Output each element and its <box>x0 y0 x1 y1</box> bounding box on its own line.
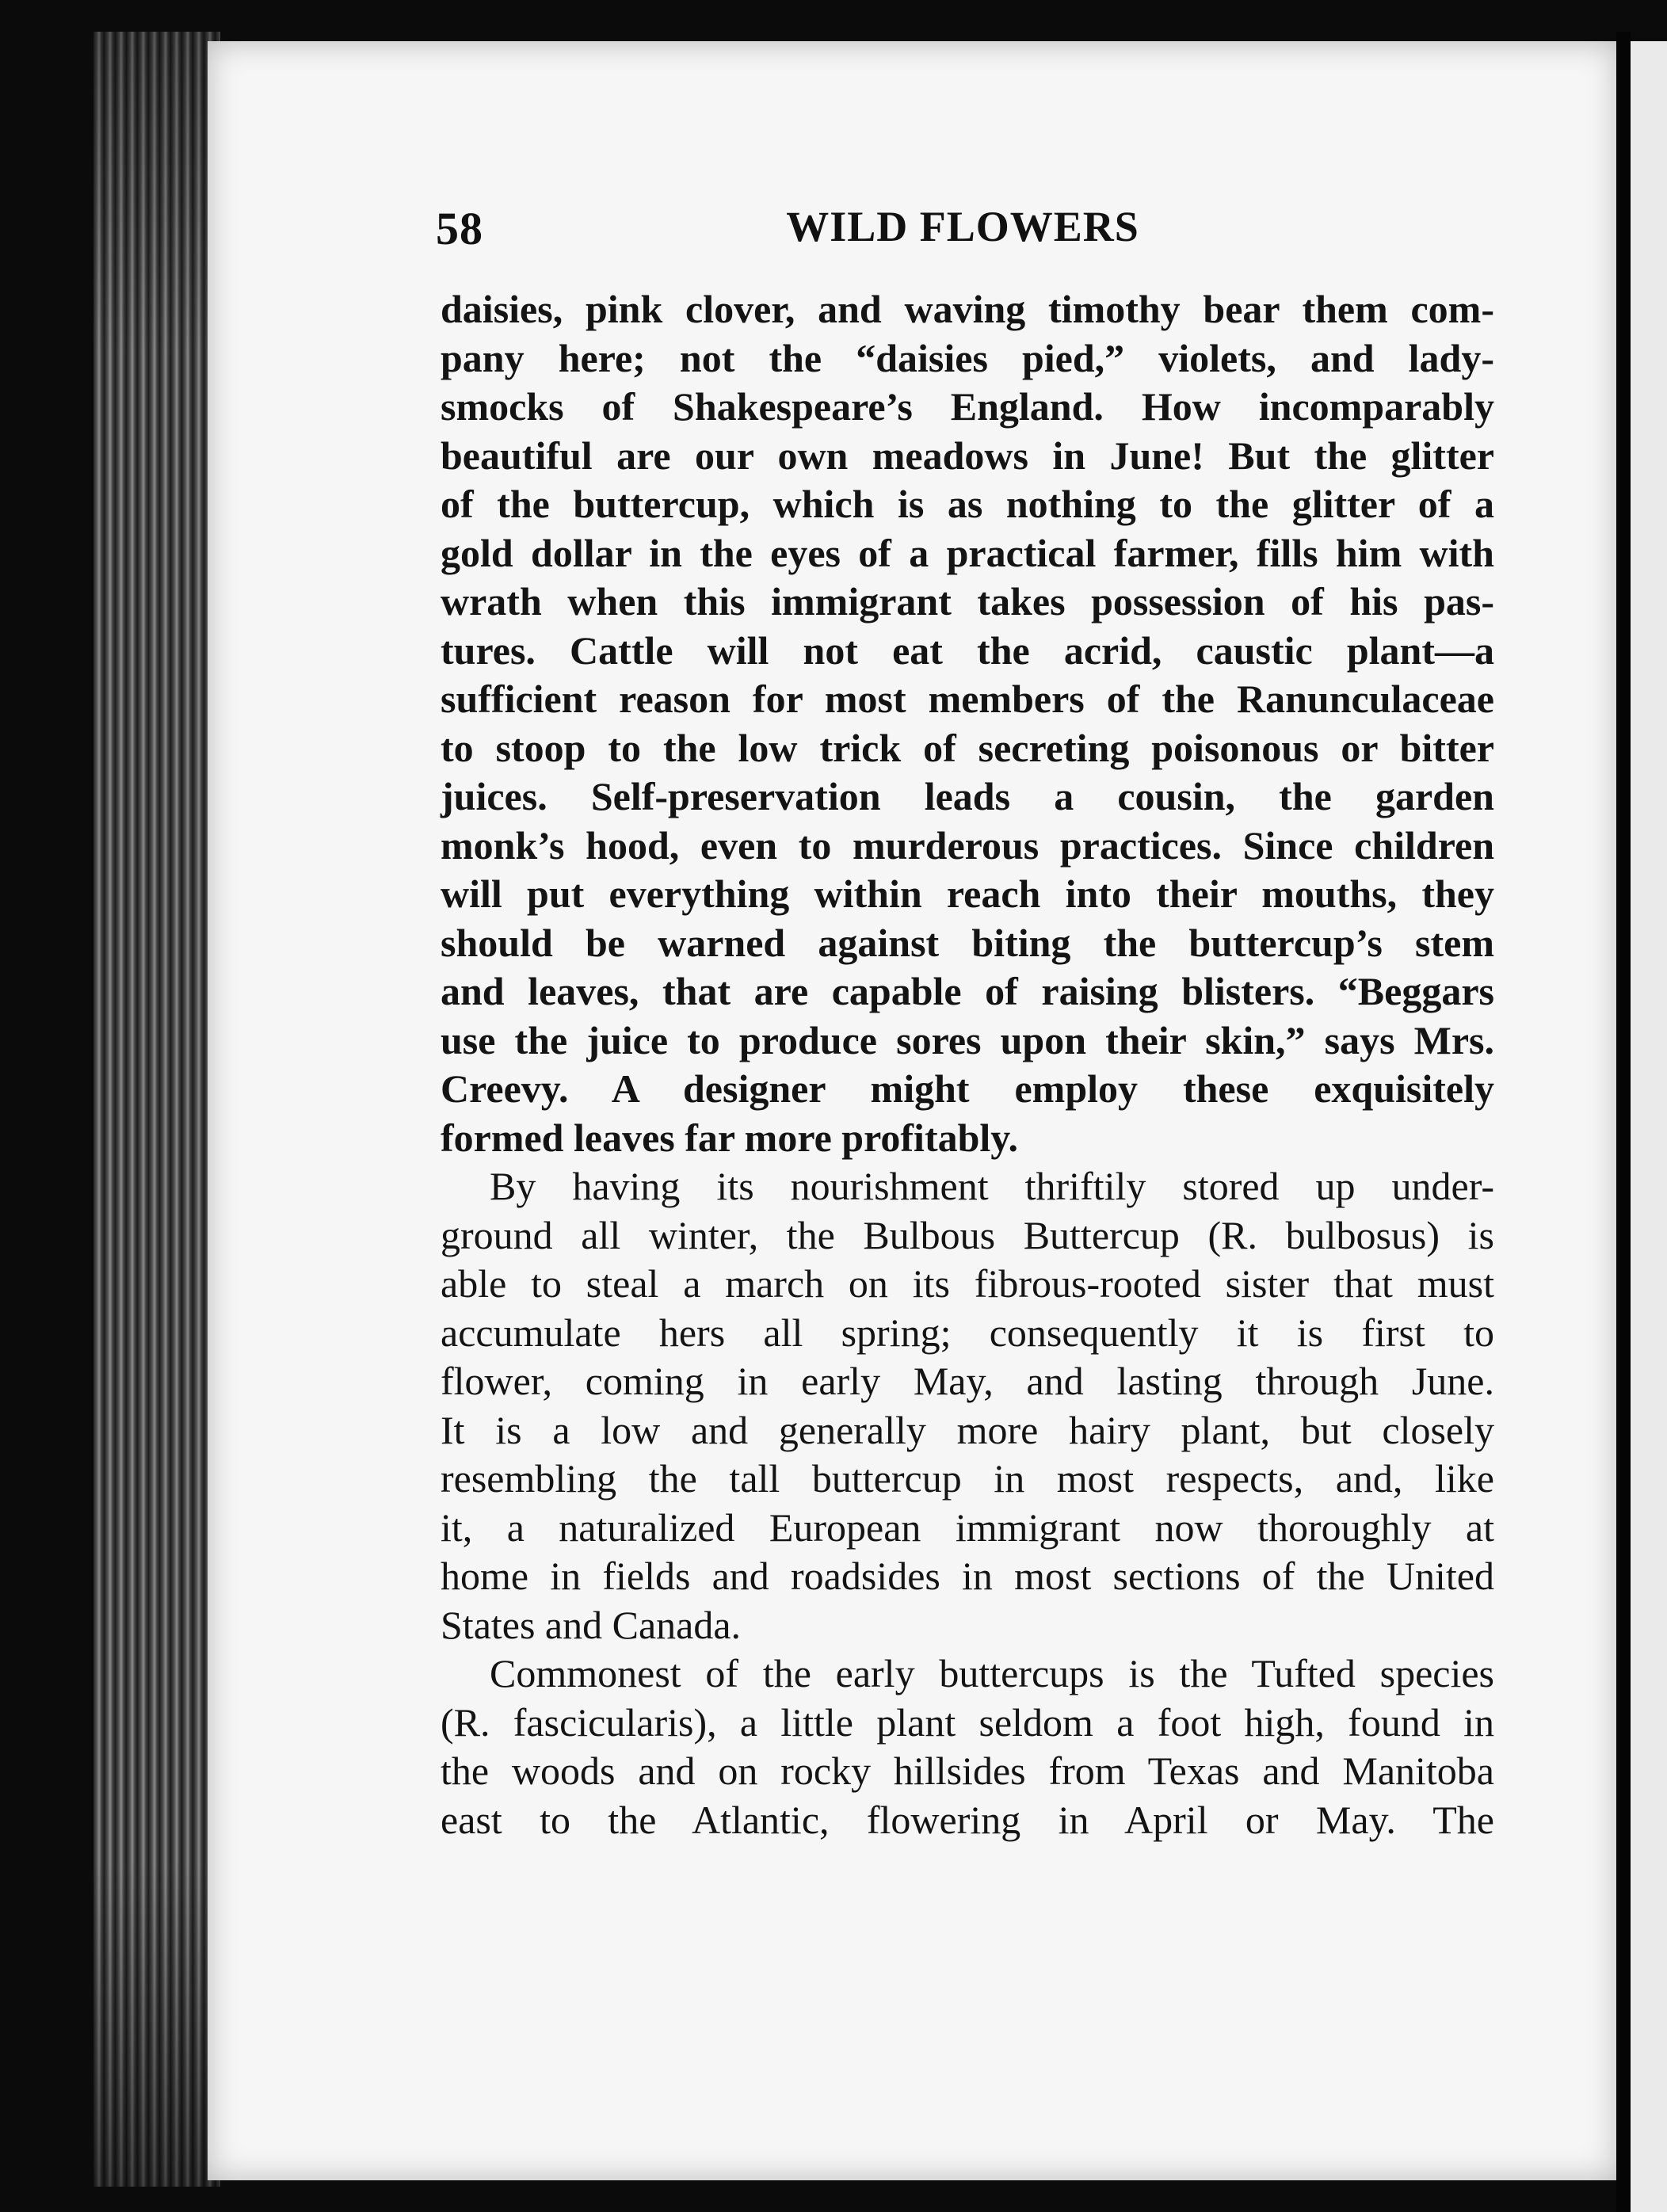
text-line: should be warned against biting the buttercup’s stem <box>441 920 1494 965</box>
body-text <box>441 285 1494 1844</box>
text-line: pany here; not the “daisies pied,” violets, and lady- <box>441 335 1494 380</box>
text-line: ground all winter, the Bulbous Buttercup (R. bulbosus) is <box>441 1212 1494 1257</box>
running-head <box>436 202 1490 273</box>
book-gutter <box>1616 32 1631 2212</box>
text-line: sufficient reason for most members of the Ranunculaceae <box>441 677 1494 721</box>
text-line: daisies, pink clover, and waving timothy bear them com- <box>441 287 1494 331</box>
text-line: States and Canada. <box>441 1602 742 1647</box>
text-line: gold dollar in the eyes of a practical farmer, fills him with <box>441 530 1494 575</box>
text-line: It is a low and generally more hairy plant, but closely <box>441 1407 1494 1452</box>
text-line: flower, coming in early May, and lasting through June. <box>441 1359 1494 1403</box>
text-line: of the buttercup, which is as nothing to the glitter of a <box>441 482 1494 526</box>
text-line: to stoop to the low trick of secreting poisonous or bitter <box>441 725 1494 770</box>
text-line: By having its nourishment thriftily stored up under- <box>490 1164 1494 1208</box>
text-line: beautiful are our own meadows in June! But the glitter <box>441 433 1494 478</box>
text-line: resembling the tall buttercup in most respects, and, like <box>441 1456 1494 1501</box>
text-line: smocks of Shakespeare’s England. How incomparably <box>441 384 1494 429</box>
text-line: use the juice to produce sores upon their skin,” says Mrs. <box>441 1017 1494 1062</box>
text-line: (R. fascicularis), a little plant seldom a foot high, found in <box>441 1699 1494 1745</box>
text-line: the woods and on rocky hillsides from Texas and Manitoba <box>441 1749 1494 1793</box>
page-number: 58 <box>436 203 483 254</box>
text-line: Creevy. A designer might employ these exquisitely <box>441 1066 1494 1111</box>
text-line: Commonest of the early buttercups is the Tufted species <box>490 1651 1494 1695</box>
text-line: formed leaves far more profitably. <box>441 1115 1019 1160</box>
text-line: and leaves, that are capable of raising blisters. “Beggars <box>441 969 1494 1013</box>
text-line: it, a naturalized European immigrant now thoroughly at <box>441 1505 1494 1550</box>
text-line: home in fields and roadsides in most sections of the United <box>441 1554 1494 1598</box>
book-page-edges <box>93 32 220 2187</box>
running-title: WILD FLOWERS <box>786 203 1139 250</box>
adjacent-page-edge <box>1631 41 1667 2212</box>
text-line: east to the Atlantic, flowering in April or May. The <box>441 1797 1494 1842</box>
text-line: able to steal a march on its fibrous-rooted sister that must <box>441 1261 1494 1306</box>
text-line: will put everything within reach into their mouths, they <box>441 871 1494 916</box>
text-line: tures. Cattle will not eat the acrid, caustic plant—a <box>441 627 1494 673</box>
text-line: juices. Self-preservation leads a cousin, the garden <box>441 774 1494 818</box>
text-line: wrath when this immigrant takes possession of his pas- <box>441 579 1494 624</box>
text-line: accumulate hers all spring; consequently it is first to <box>441 1310 1494 1355</box>
text-line: monk’s hood, even to murderous practices. Since children <box>441 822 1494 868</box>
